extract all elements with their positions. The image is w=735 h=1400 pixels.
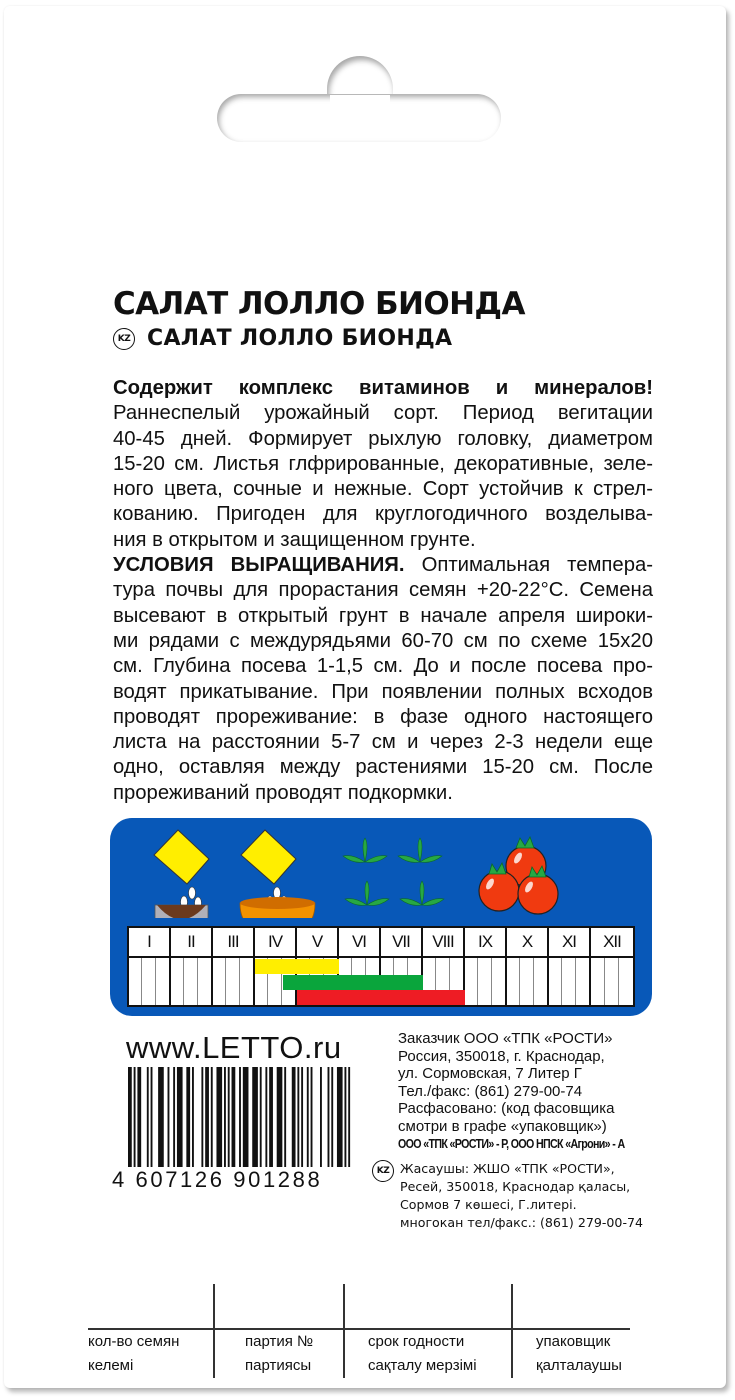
description-line: тура почвы для прорастания семян +20-22°С. Семена [113,579,653,602]
info-line: смотри в графе «упаковщик») [398,1117,607,1135]
info-line: Тел./факс: (861) 279-00-74 [398,1082,583,1100]
info-line: ул. Сормовская, 7 Литер Г [398,1065,582,1082]
column-expiry-date: срок годности сақталу мерзімі [368,1333,477,1374]
info-line: Расфасовано: (код фасовщика [398,1100,615,1117]
seedling-tray-sowing-icon [154,830,209,918]
product-description [113,376,653,806]
description-line: прореживаний проводят подкормки. [113,781,453,804]
month-label: IV [255,928,297,956]
month-label: XI [549,928,591,956]
manufacturer-info [398,1030,674,1153]
product-title: САЛАТ ЛОЛЛО БИОНДА [113,286,525,322]
month-label: II [171,928,213,956]
open-ground-sowing-bar [283,975,423,990]
batch-info-table [88,1284,708,1380]
description-line: см. Глубина посева 1-1,5 см. До и после посева про- [113,655,653,678]
description-line: 15-20 см. Листья глфрированные, декоративные, зеле- [113,452,653,475]
table-divider [511,1284,513,1378]
table-divider [343,1284,345,1378]
description-line: кованию. Пригоден для круглогодичного возделыва- [113,503,653,526]
description-line: ного цвета, сочные и нежные. Сорт устойчив к стрел- [113,478,653,501]
column-seed-count: кол-во семян келемі [88,1333,180,1374]
column-batch-number: партия № партиясы [245,1333,314,1374]
description-line: одно, оставляя между растениями 15-20 см. После [113,756,653,779]
month-label: I [129,928,171,956]
month-label: VI [339,928,381,956]
kz-info-line: Жасаушы: ЖШО «ТПК «РОСТИ», [400,1161,615,1176]
website-url: www.LETTO.ru [126,1030,342,1065]
description-line: проводят прореживание: в фазе одного настоящего [113,705,653,728]
description-line: ми рядами с междурядьями 60-70 см по схеме 15х20 [113,629,653,652]
barcode [128,1067,352,1167]
description-line: высевают в открытый грунт в начале апреля широки- [113,604,653,627]
packer-codes: ООО «ТПК «РОСТИ» - Р, ООО НПСК «Агрони» - А [398,1136,625,1151]
harvest-bar [297,990,465,1005]
month-label: IX [465,928,507,956]
manufacturer-info-kz [372,1160,643,1232]
product-subtitle: САЛАТ ЛОЛЛО БИОНДА [147,326,453,351]
description-line: ния в открытом и защищенном грунте. [113,528,476,551]
month-label: III [213,928,255,956]
column-packer: упаковщик қалталаушы [536,1333,622,1374]
month-label: VIII [423,928,465,956]
kz-info-line: многокан тел/факс.: (861) 279-00-74 [400,1215,644,1230]
barcode-number: 4 607126 901288 [112,1167,323,1192]
description-line: Раннеспелый урожайный сорт. Период вегитации [113,402,653,425]
kz-info-line: Сормов 7 көшесі, Г.литері. [400,1197,577,1212]
month-label: XII [603,932,621,951]
calendar-icons [110,818,652,918]
product-subtitle-kz [113,326,452,351]
sowing-seedlings-bar [255,959,339,974]
kz-language-icon: KZ [113,328,135,350]
pot-sowing-icon [240,830,315,918]
info-line: Заказчик ООО «ТПК «РОСТИ» [398,1030,613,1047]
description-line: 40-45 дней. Формирует рыхлую головку, диаметром [113,427,653,450]
info-line: Россия, 350018, г. Краснодар, [398,1047,605,1065]
kz-language-icon: KZ [372,1160,394,1182]
description-line: Содержит комплекс витаминов и минералов! [113,377,653,399]
harvest-tomatoes-icon [479,837,558,914]
description-line: листа на расстоянии 5-7 см и через 2-3 недели еще [113,731,653,754]
calendar-months-row [127,926,635,958]
month-label: V [297,928,339,956]
table-divider [213,1284,215,1378]
month-label: VII [381,928,423,956]
seedlings-icon [343,838,444,905]
growing-conditions-heading: УСЛОВИЯ ВЫРАЩИВАНИЯ. Оптимальная темпера- [113,554,654,577]
description-line: водят прикатывание. При появлении полных всходов [113,680,653,703]
kz-info-line: Ресей, 350018, Краснодар қаласы, [400,1179,631,1194]
sowing-calendar [110,818,652,1016]
month-label: X [507,928,549,956]
